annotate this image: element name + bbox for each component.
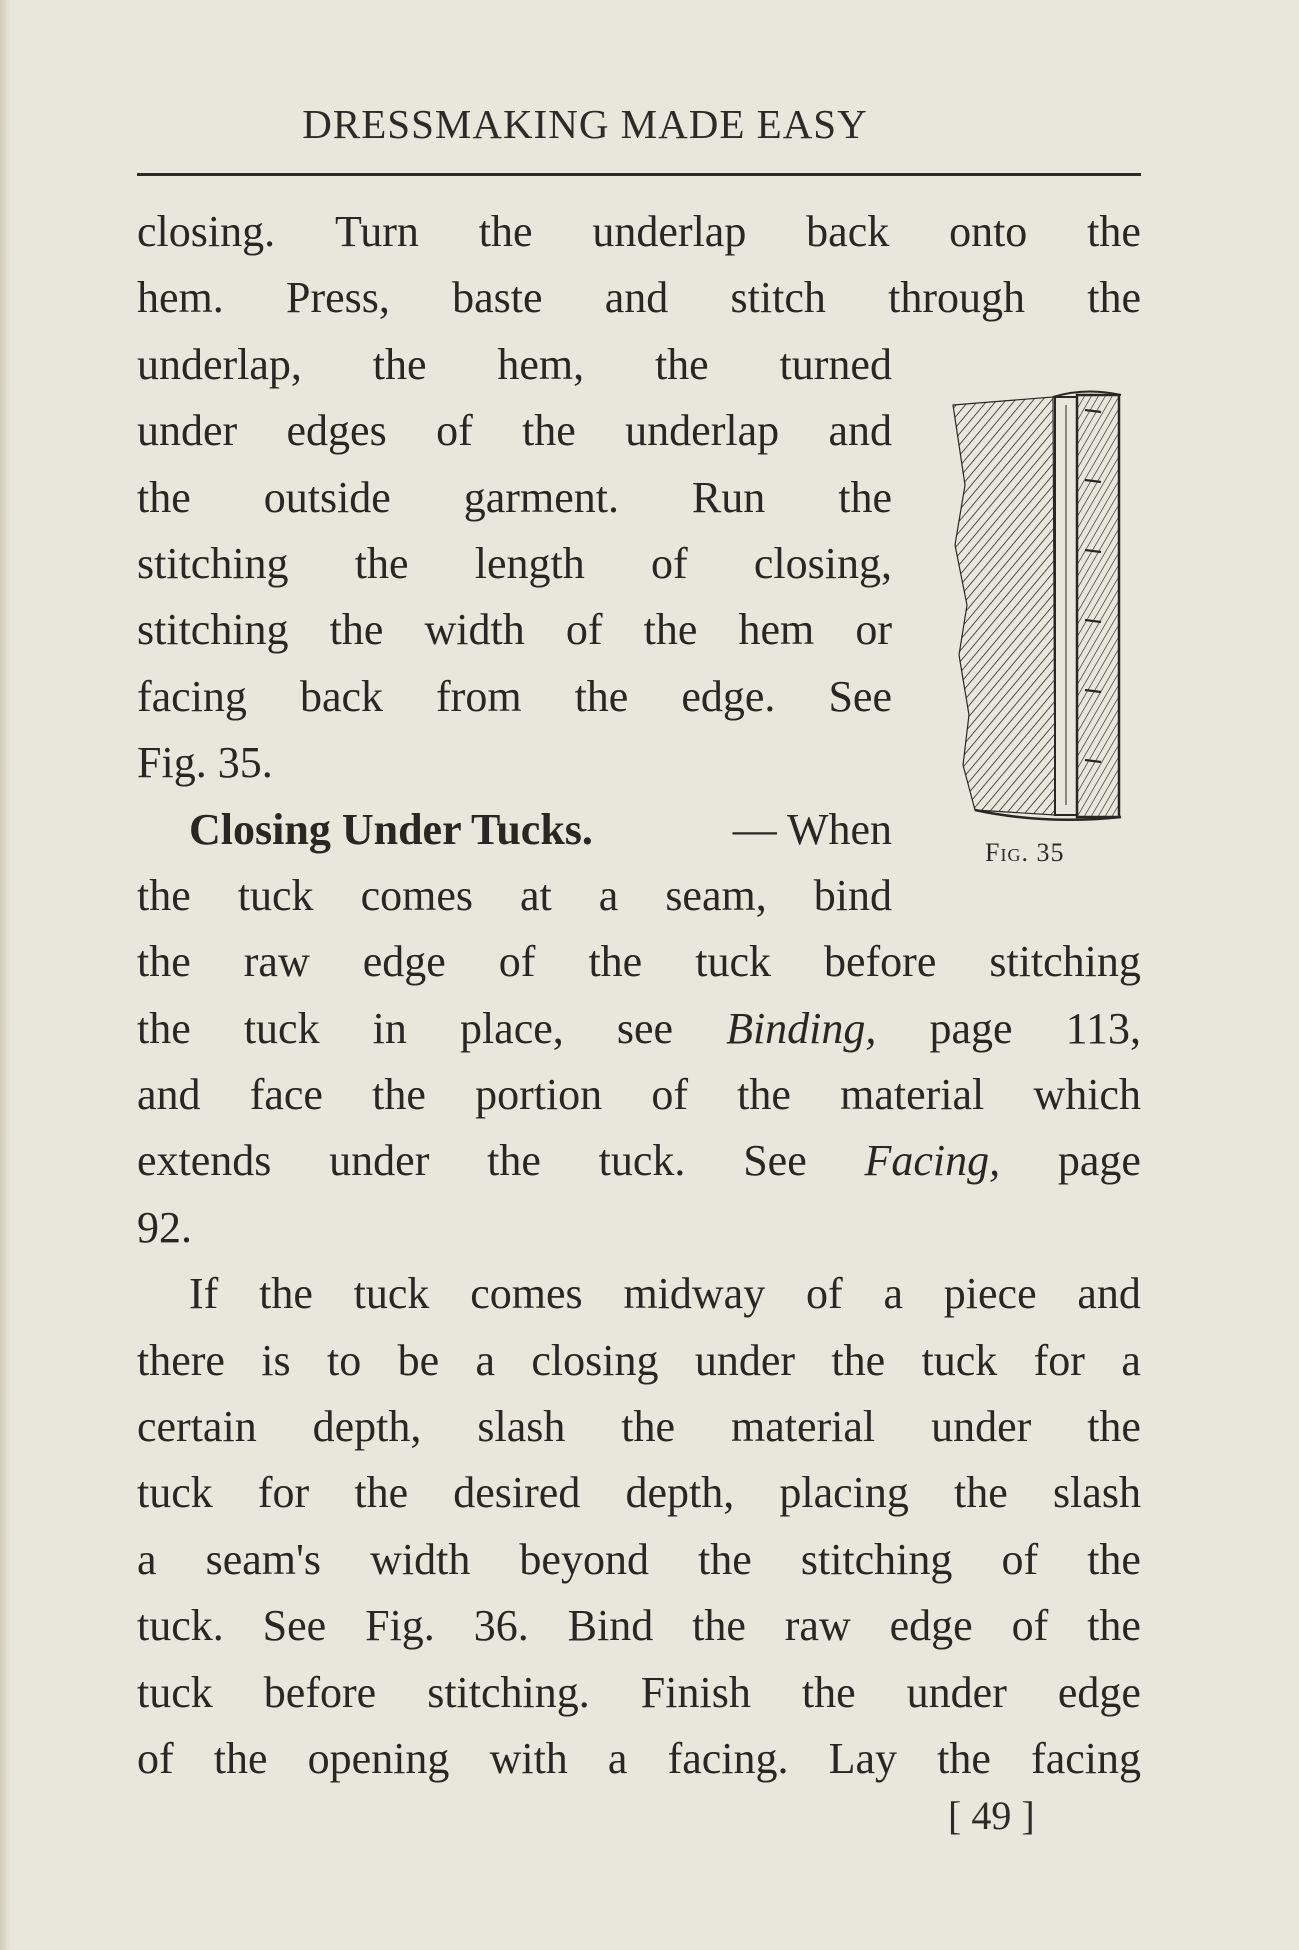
word: width — [370, 1534, 471, 1584]
word: tuck. — [598, 1136, 686, 1186]
p1-line — [137, 531, 892, 597]
word: through — [888, 273, 1025, 323]
word: page — [1057, 1136, 1141, 1186]
word: stitching — [989, 937, 1141, 987]
word: of — [565, 605, 603, 655]
word: See — [743, 1136, 807, 1186]
word: stitching — [137, 605, 289, 655]
word: material — [840, 1070, 985, 1120]
p1-line — [137, 398, 892, 464]
word: the — [1087, 273, 1141, 323]
word: a — [137, 1534, 157, 1584]
word: edge — [362, 937, 446, 987]
word: a — [475, 1335, 496, 1385]
word: midway — [623, 1269, 766, 1319]
word: the — [937, 1733, 991, 1783]
word: under — [931, 1402, 1032, 1452]
word: a — [607, 1733, 628, 1783]
word: to — [327, 1335, 362, 1385]
word: Run — [691, 472, 766, 522]
word: material — [730, 1402, 876, 1452]
word: the — [588, 937, 643, 987]
word: length — [474, 538, 585, 588]
word: bind — [813, 870, 892, 920]
word: see — [616, 1003, 674, 1053]
p2-line — [137, 797, 892, 863]
word: portion — [475, 1070, 603, 1120]
word: underlap, — [137, 339, 302, 389]
word: placing — [779, 1468, 909, 1518]
word: Turn — [334, 207, 419, 256]
word: garment. — [463, 472, 619, 522]
word: the — [372, 1070, 426, 1120]
word: See — [262, 1601, 327, 1651]
word: closing — [531, 1335, 659, 1385]
p3-line — [137, 1726, 1141, 1792]
word: of — [436, 406, 473, 456]
p2-line — [137, 863, 892, 929]
word: underlap — [592, 207, 747, 256]
word: under — [329, 1136, 430, 1186]
word: under — [694, 1335, 796, 1385]
p1-line — [137, 465, 892, 531]
word: tuck — [237, 870, 314, 920]
word: slash — [1052, 1468, 1141, 1518]
word: closing. — [137, 207, 276, 256]
word: before — [823, 937, 937, 987]
word: facing — [1031, 1733, 1141, 1783]
p1-line — [137, 332, 892, 398]
word: of — [498, 937, 536, 987]
word: extends — [137, 1136, 272, 1186]
p2-line — [137, 1062, 1141, 1128]
word: the — [1087, 1601, 1141, 1651]
word: See — [828, 671, 892, 721]
word: beyond — [519, 1534, 649, 1584]
heading-dash-text: — When — [732, 804, 892, 854]
word: facing — [137, 671, 247, 721]
word: or — [855, 605, 892, 655]
header-rule — [137, 173, 1141, 176]
word: of — [806, 1269, 843, 1319]
word: outside — [263, 472, 391, 522]
p3-line — [137, 1593, 1141, 1659]
word: stitching. — [427, 1667, 590, 1717]
tuck-closing-illustration — [945, 385, 1140, 825]
p1-line — [137, 265, 1141, 331]
word: at — [519, 870, 552, 920]
p3-line — [137, 1527, 1141, 1593]
fig-reference: Fig. 35. — [137, 738, 273, 788]
word: 36. — [473, 1601, 529, 1651]
word: a — [883, 1269, 903, 1319]
word: hem — [738, 605, 815, 655]
p2-line — [137, 1128, 1141, 1194]
p3-line — [137, 1394, 1141, 1460]
word: seam, — [665, 870, 767, 920]
word: Lay — [828, 1733, 898, 1783]
word: hem. — [137, 273, 224, 323]
word: 113, — [1065, 1003, 1141, 1053]
word: the — [643, 605, 698, 655]
word: be — [397, 1335, 440, 1385]
figure-caption: Fig. 35 — [985, 838, 1065, 867]
word: the — [574, 671, 629, 721]
running-title: DRESSMAKING MADE EASY — [302, 101, 868, 147]
word: for — [1033, 1335, 1085, 1385]
word: the — [954, 1468, 1008, 1518]
word: hem, — [497, 339, 585, 389]
word: the — [621, 1402, 676, 1452]
word: tuck — [695, 937, 771, 987]
section-heading: Closing Under Tucks. — [189, 804, 593, 854]
word: the — [1087, 1534, 1141, 1584]
word: seam's — [205, 1534, 322, 1584]
word: turned — [779, 339, 892, 389]
p3-line — [137, 1328, 1141, 1394]
p2-line — [137, 996, 1141, 1062]
page-edge — [0, 0, 10, 1950]
facing-reference: Facing, — [864, 1136, 1001, 1186]
word: in — [372, 1003, 407, 1053]
word: the — [372, 339, 427, 389]
word: a — [1121, 1335, 1141, 1385]
word: depth, — [312, 1402, 422, 1452]
word: the — [801, 1667, 856, 1717]
word: and — [604, 273, 669, 323]
word: with — [489, 1733, 568, 1783]
p1-line — [137, 597, 892, 663]
word: onto — [949, 207, 1028, 256]
word: edge. — [681, 671, 776, 721]
word: the — [1087, 1402, 1141, 1452]
word: the — [692, 1601, 746, 1651]
word: the — [329, 605, 384, 655]
word: opening — [307, 1733, 450, 1783]
word: back — [299, 671, 384, 721]
word: tuck — [137, 1667, 213, 1717]
word: for — [257, 1468, 310, 1518]
p1-line — [137, 199, 1141, 265]
word: comes — [470, 1269, 583, 1319]
p2-last-line — [137, 1195, 1141, 1261]
word: before — [263, 1667, 377, 1717]
word: of — [651, 1070, 688, 1120]
word: edge — [1057, 1667, 1141, 1717]
word: stitching — [137, 538, 289, 588]
word: the — [354, 1468, 409, 1518]
word: piece — [943, 1269, 1037, 1319]
word: the — [831, 1335, 886, 1385]
word: the — [654, 339, 709, 389]
word: underlap — [625, 406, 780, 456]
word: the — [522, 406, 576, 456]
word: stitching — [800, 1534, 953, 1584]
word: face — [249, 1070, 323, 1120]
word: Finish — [640, 1667, 751, 1717]
page-reference: 92. — [137, 1202, 192, 1252]
p3-line — [137, 1660, 1141, 1726]
word: Press, — [286, 273, 390, 323]
word: the — [1087, 207, 1141, 256]
word: edge — [889, 1601, 973, 1651]
word: a — [598, 870, 619, 920]
word: the — [137, 870, 191, 920]
word: the — [838, 472, 892, 522]
word: place, — [459, 1003, 564, 1053]
word: the — [698, 1534, 752, 1584]
word: the — [354, 538, 409, 588]
word: and — [828, 406, 892, 456]
word: the — [478, 207, 533, 256]
word: of — [650, 538, 688, 588]
word: which — [1033, 1070, 1141, 1120]
word: under — [137, 406, 238, 456]
p3-line — [137, 1460, 1141, 1526]
word: desired — [453, 1468, 581, 1518]
p1-line — [137, 664, 892, 730]
word: of — [1001, 1534, 1039, 1584]
word: facing. — [667, 1733, 789, 1783]
word: back — [806, 207, 890, 256]
word: is — [261, 1335, 291, 1385]
word: closing, — [753, 538, 892, 588]
binding-reference: Binding, — [726, 1003, 877, 1053]
word: stitch — [730, 273, 826, 323]
word: under — [906, 1667, 1007, 1717]
word: of — [1011, 1601, 1049, 1651]
word: raw — [243, 937, 310, 987]
page-number: [ 49 ] — [948, 1793, 1035, 1838]
word: baste — [452, 273, 543, 323]
word: width — [424, 605, 525, 655]
word: Fig. — [365, 1601, 435, 1651]
word: the — [137, 1003, 191, 1053]
word: from — [436, 671, 522, 721]
word: there — [137, 1335, 225, 1385]
p3-line — [137, 1261, 1141, 1327]
word: and — [1077, 1269, 1141, 1319]
word: the — [213, 1733, 268, 1783]
word: comes — [360, 870, 473, 920]
word: certain — [137, 1402, 257, 1452]
word: Bind — [567, 1601, 654, 1651]
word: tuck — [137, 1468, 213, 1518]
word: of — [137, 1733, 174, 1783]
word: tuck. — [137, 1601, 224, 1651]
word: the — [487, 1136, 541, 1186]
word: the — [137, 937, 191, 987]
word: tuck — [243, 1003, 320, 1053]
p2-line — [137, 929, 1141, 995]
word: the — [259, 1269, 313, 1319]
word: tuck — [921, 1335, 998, 1385]
word: edges — [286, 406, 387, 456]
word: and — [137, 1070, 201, 1120]
word: slash — [477, 1402, 566, 1452]
word: page — [929, 1003, 1013, 1053]
word: raw — [784, 1601, 851, 1651]
word: If — [189, 1269, 219, 1319]
word: tuck — [353, 1269, 430, 1319]
word: the — [737, 1070, 791, 1120]
word: the — [137, 472, 191, 522]
word: depth, — [625, 1468, 735, 1518]
